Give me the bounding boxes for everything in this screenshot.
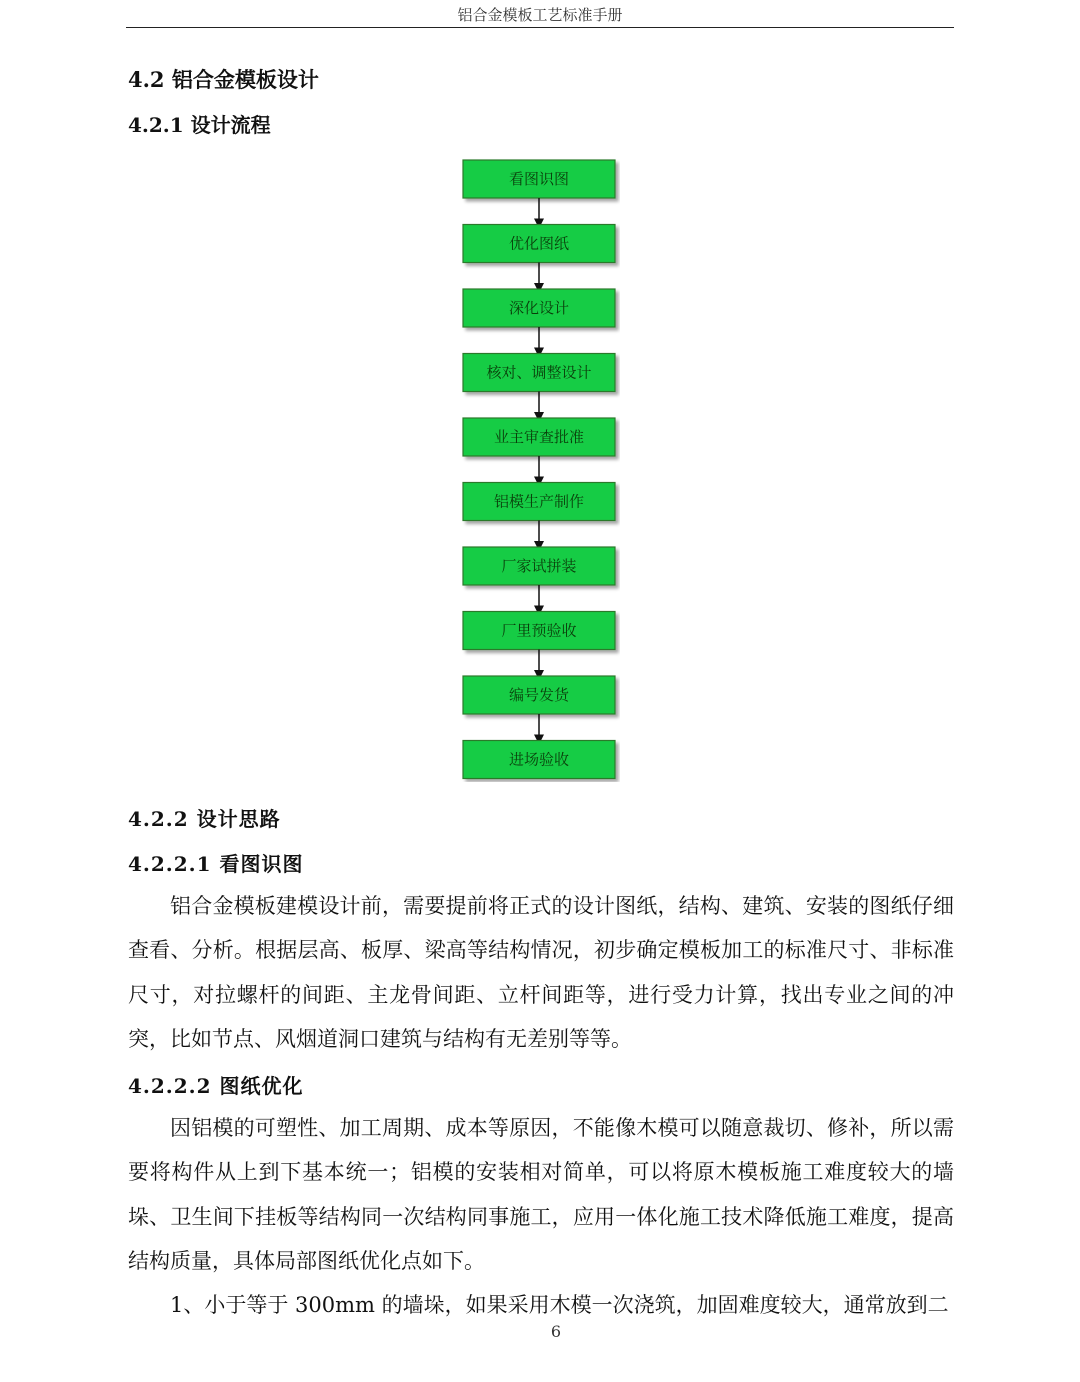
flow-step-label: 进场验收	[508, 750, 570, 769]
header-divider	[126, 27, 954, 28]
flow-step	[463, 676, 615, 714]
flow-step-label: 厂里预验收	[501, 621, 577, 640]
design-flowchart	[460, 157, 620, 782]
flow-step	[463, 547, 615, 585]
optimize-drawings-paragraph: 因铝模的可塑性、加工周期、成本等原因，不能像木模可以随意裁切、修补，所以需要将构件从上到下基本统一；铝模的安装相对简单，可以将原木模板施工难度较大的墙垛、卫生间下挂板等结构同一次结构同事施工，应用一体化施工技术降低施工难度，提高结构质量，具体局部图纸优化点如下。	[128, 1116, 954, 1273]
section-heading: 4.2 铝合金模板设计	[128, 67, 319, 92]
flow-step-label: 优化图纸	[508, 234, 570, 253]
page-number: 6	[550, 1322, 562, 1341]
flow-step-label: 业主审查批准	[493, 428, 585, 446]
flow-step	[463, 160, 615, 198]
flow-step-label: 核对、调整设计	[486, 363, 592, 382]
flow-step	[463, 418, 615, 456]
flow-step	[463, 741, 615, 779]
subsection-heading: 4.2.1 设计流程	[128, 113, 271, 137]
flow-step-label: 编号发货	[508, 686, 570, 704]
flow-step	[463, 483, 615, 521]
flow-step-label: 厂家试拼装	[501, 557, 577, 575]
flow-step-label: 深化设计	[508, 299, 570, 317]
flow-step	[463, 354, 615, 392]
flow-step	[463, 225, 615, 263]
flow-step	[463, 612, 615, 650]
running-header: 铝合金模板工艺标准手册	[457, 6, 623, 24]
optimization-item-1: 1、小于等于 300mm 的墙垛，如果采用木模一次浇筑，加固难度较大，通常放到二	[170, 1293, 949, 1318]
design-ideas-heading: 4.2.2 设计思路	[128, 807, 281, 831]
read-drawings-paragraph: 铝合金模板建模设计前，需要提前将正式的设计图纸，结构、建筑、安装的图纸仔细查看、分析。根据层高、板厚、梁高等结构情况，初步确定模板加工的标准尺寸、非标准尺寸，对拉螺杆的间距、主龙骨间距、立杆间距等，进行受力计算，找出专业之间的冲突，比如节点、风烟道洞口建筑与结构有无差别等等。	[128, 894, 954, 1051]
read-drawings-heading: 4.2.2.1 看图识图	[128, 852, 304, 876]
optimize-drawings-heading: 4.2.2.2 图纸优化	[128, 1074, 304, 1098]
flowchart-canvas	[460, 157, 620, 782]
flow-step	[463, 289, 615, 327]
flow-step-label: 看图识图	[508, 170, 570, 188]
flow-step-label: 铝模生产制作	[493, 492, 585, 511]
